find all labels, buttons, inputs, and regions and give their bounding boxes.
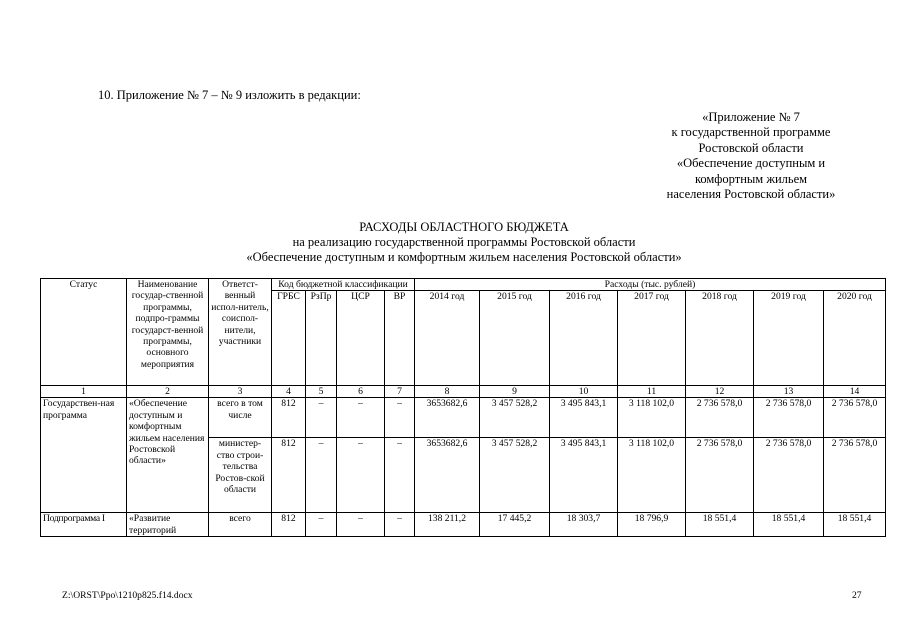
row-rzpr: –	[306, 513, 337, 537]
header-status: Статус	[41, 279, 127, 386]
row-value: 17 445,2	[480, 513, 550, 537]
row-value: 2 736 578,0	[754, 398, 824, 438]
header-year: 2015 год	[480, 291, 550, 386]
row-value: 3 118 102,0	[618, 398, 686, 438]
column-number: 12	[686, 386, 754, 398]
header-budget-code: Код бюджетной классификации	[272, 279, 415, 291]
row-value: 2 736 578,0	[824, 438, 886, 513]
header-year: 2017 год	[618, 291, 686, 386]
title-line: «Обеспечение доступным и комфортным жильем населения Ростовской области»	[246, 250, 682, 264]
row-grbs: 812	[272, 398, 306, 438]
column-number: 11	[618, 386, 686, 398]
column-number: 13	[754, 386, 824, 398]
row-value: 2 736 578,0	[824, 398, 886, 438]
table-row	[41, 398, 886, 438]
header-expenses: Расходы (тыс. рублей)	[415, 279, 886, 291]
column-number: 10	[550, 386, 618, 398]
budget-table	[40, 278, 886, 537]
row-value: 3 457 528,2	[480, 438, 550, 513]
row-value: 18 551,4	[824, 513, 886, 537]
header-rzpr: РзПр	[306, 291, 337, 386]
appendix-line: «Приложение № 7	[702, 110, 800, 124]
row-status: Подпрограмма I	[41, 513, 127, 537]
table-row	[41, 513, 886, 537]
row-value: 2 736 578,0	[686, 398, 754, 438]
row-vr: –	[385, 438, 415, 513]
title-line: на реализацию государственной программы Ростовской области	[292, 235, 636, 249]
row-value: 3653682,6	[415, 438, 480, 513]
row-rzpr: –	[306, 398, 337, 438]
appendix-line: «Обеспечение доступным и	[676, 156, 826, 171]
row-value: 3 495 843,1	[550, 438, 618, 513]
appendix-line: к государственной программе	[671, 125, 831, 140]
appendix-line: населения Ростовской области»	[666, 187, 836, 202]
row-status: Государствен-ная программа	[41, 398, 127, 513]
header-year: 2018 год	[686, 291, 754, 386]
row-grbs: 812	[272, 438, 306, 513]
row-value: 3653682,6	[415, 398, 480, 438]
header-csr: ЦСР	[337, 291, 385, 386]
header-year: 2019 год	[754, 291, 824, 386]
row-value: 18 551,4	[686, 513, 754, 537]
column-number: 6	[337, 386, 385, 398]
row-vr: –	[385, 398, 415, 438]
title-line: РАСХОДЫ ОБЛАСТНОГО БЮДЖЕТА	[359, 220, 569, 234]
column-number-row	[41, 386, 886, 398]
column-number: 3	[209, 386, 272, 398]
row-csr: –	[337, 438, 385, 513]
column-number: 5	[306, 386, 337, 398]
header-year: 2016 год	[550, 291, 618, 386]
row-rzpr: –	[306, 438, 337, 513]
header-grbs: ГРБС	[272, 291, 306, 386]
column-number: 7	[385, 386, 415, 398]
row-vr: –	[385, 513, 415, 537]
row-value: 138 211,2	[415, 513, 480, 537]
row-grbs: 812	[272, 513, 306, 537]
intro-text: 10. Приложение № 7 – № 9 изложить в редакции:	[98, 88, 361, 102]
footer-page-number: 27	[852, 590, 862, 601]
header-year: 2014 год	[415, 291, 480, 386]
row-value: 3 118 102,0	[618, 438, 686, 513]
column-number: 14	[824, 386, 886, 398]
row-responsible: всего	[209, 513, 272, 537]
column-number: 1	[41, 386, 127, 398]
header-responsible: Ответст-венный испол-нитель, соиспол-нители, участники	[209, 279, 272, 386]
column-number: 2	[127, 386, 209, 398]
header-year: 2020 год	[824, 291, 886, 386]
row-name: «Обеспечение доступным и комфортным жильем населения Ростовской области»	[127, 398, 209, 513]
appendix-line: Ростовской области	[698, 140, 804, 155]
appendix-header	[640, 110, 862, 202]
column-number: 8	[415, 386, 480, 398]
row-value: 3 457 528,2	[480, 398, 550, 438]
row-value: 18 303,7	[550, 513, 618, 537]
footer-file-path: Z:\ORST\Ppo\1210p825.f14.docx	[62, 590, 193, 601]
row-value: 18 551,4	[754, 513, 824, 537]
document-title	[80, 220, 848, 265]
header-name: Наименование государ-ственной программы, подпро-граммы государст-венной программы, основного мероприятия	[127, 279, 209, 386]
row-value: 3 495 843,1	[550, 398, 618, 438]
row-value: 2 736 578,0	[686, 438, 754, 513]
header-vr: ВР	[385, 291, 415, 386]
header-row	[41, 279, 886, 291]
row-value: 18 796,9	[618, 513, 686, 537]
row-csr: –	[337, 398, 385, 438]
column-number: 9	[480, 386, 550, 398]
appendix-line: комфортным жильем	[694, 171, 808, 186]
row-responsible: всего в том числе	[209, 398, 272, 438]
row-value: 2 736 578,0	[754, 438, 824, 513]
row-name: «Развитие территорий	[127, 513, 209, 537]
row-csr: –	[337, 513, 385, 537]
row-responsible: министер-ство строи-тельства Ростов-ской области	[209, 438, 272, 513]
column-number: 4	[272, 386, 306, 398]
